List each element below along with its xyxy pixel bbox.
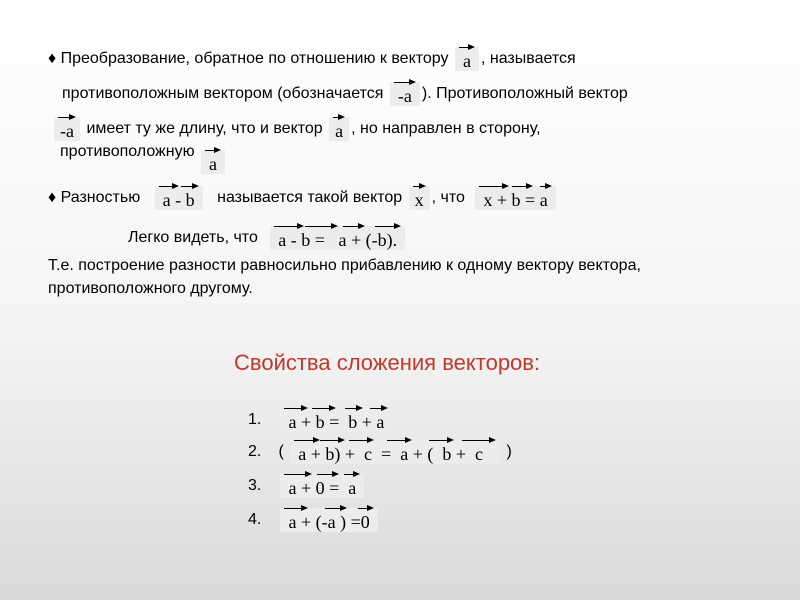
vector-arrow-icon <box>343 224 365 230</box>
properties-heading: Свойства сложения векторов: <box>234 350 541 375</box>
vector-arrow-icon <box>159 184 179 190</box>
property-2-expression: a + b) + c = a + ( b + c <box>290 440 500 464</box>
para1-text: противоположным вектором (обозначается <box>62 85 384 102</box>
para1-line1 <box>48 47 576 71</box>
vector-arrow-icon <box>394 80 416 86</box>
property-2: 2. ( a + b) + c = a + ( b + c ) <box>248 440 512 464</box>
property-3 <box>248 474 366 498</box>
property-number: 1. <box>248 411 262 428</box>
vector-neg-a: -a <box>390 82 420 106</box>
vector-x: x <box>409 186 430 210</box>
vector-arrow-icon <box>387 438 412 444</box>
vector-arrow-icon <box>325 506 346 512</box>
vector-arrow-icon <box>459 45 475 51</box>
vector-arrow-icon <box>413 184 426 190</box>
vector-arrow-icon <box>512 184 533 190</box>
vector-arrow-icon <box>58 115 76 121</box>
para2-line3: Т.е. построение разности равносильно прибавлению к одному вектору вектора, <box>48 257 641 274</box>
property-number: 2. <box>248 443 262 460</box>
vector-arrow-icon <box>305 224 337 230</box>
vector-a: a <box>455 47 479 71</box>
vector-arrow-icon <box>312 406 337 412</box>
vector-arrow-icon <box>181 184 199 190</box>
property-1 <box>248 408 394 432</box>
vector-neg-a: -a <box>54 117 80 141</box>
identity-expression: a - b = a + (-b). <box>270 226 405 250</box>
vector-arrow-icon <box>317 472 339 478</box>
vector-arrow-icon <box>358 506 373 512</box>
vector-arrow-icon <box>540 184 552 190</box>
para2-line2 <box>128 226 407 250</box>
vector-arrow-icon <box>284 472 312 478</box>
vector-arrow-icon <box>284 506 307 512</box>
vector-arrow-icon <box>370 406 388 412</box>
para2-text: ♦ Разностью <box>48 189 141 206</box>
para2-line1 <box>48 186 558 210</box>
vector-arrow-icon <box>320 438 345 444</box>
property-4-expression: a + (-a ) =0 <box>280 508 377 532</box>
para1-text: ♦ Преобразование, обратное по отношению к вектору <box>48 50 449 67</box>
vector-arrow-icon <box>345 406 363 412</box>
vector-a: a <box>329 117 349 141</box>
property-number: 4. <box>248 511 262 528</box>
vector-arrow-icon <box>375 224 401 230</box>
vector-arrow-icon <box>349 438 374 444</box>
vector-arrow-icon <box>274 224 304 230</box>
vector-arrow-icon <box>344 472 360 478</box>
vector-arrow-icon <box>479 184 509 190</box>
vector-arrow-icon <box>429 438 454 444</box>
para1-line4 <box>60 142 227 174</box>
property-number: 3. <box>248 477 262 494</box>
para1-text: , называется <box>480 50 576 67</box>
vector-arrow-icon <box>333 115 345 121</box>
vector-a: a <box>201 150 225 174</box>
vector-arrow-icon <box>205 148 221 154</box>
property-1-expression: a + b = b + a <box>280 408 392 432</box>
sum-expression: x + b = a <box>475 186 555 210</box>
vector-arrow-icon <box>462 438 496 444</box>
property-4 <box>248 508 380 532</box>
vector-arrow-icon <box>284 406 308 412</box>
para1-text: противоположную <box>60 143 195 160</box>
para2-line4: противоположного другому. <box>48 280 253 297</box>
para1-text: ). Противоположный вектор <box>421 85 628 102</box>
difference-expression: a - b <box>155 186 203 210</box>
para1-text: имеет ту же длину, что и вектор <box>86 120 323 137</box>
vector-arrow-icon <box>294 438 319 444</box>
para1-line3 <box>52 117 541 141</box>
property-3-expression: a + 0 = a <box>280 474 364 498</box>
para2-text: называется такой вектор <box>217 189 403 206</box>
para1-text: , но направлен в сторону, <box>351 120 541 137</box>
para2-text: , что <box>431 189 465 206</box>
para2-text: Легко видеть, что <box>128 229 258 246</box>
para1-line2 <box>62 82 628 106</box>
